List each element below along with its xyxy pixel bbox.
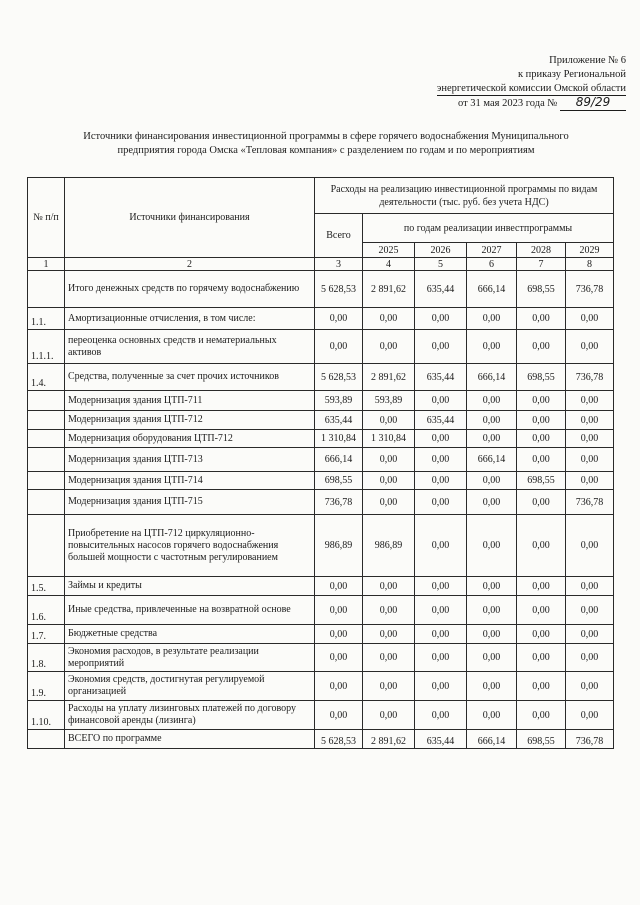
row-year-value: 0,00: [467, 472, 517, 490]
row-number: 1.1.1.: [28, 330, 65, 364]
row-year-value: 0,00: [467, 430, 517, 448]
row-total-value: 0,00: [315, 596, 363, 625]
column-header-expenses: Расходы на реализацию инвестиционной программы по видам деятельности (тыс. руб. без учета НДС): [315, 178, 614, 214]
row-source-name: Итого денежных средств по горячему водоснабжению: [65, 271, 315, 308]
column-index: 1: [28, 258, 65, 271]
row-year-value: 736,78: [566, 271, 614, 308]
row-year-value: 0,00: [363, 644, 415, 672]
row-total-value: 5 628,53: [315, 271, 363, 308]
order-date-line: [366, 96, 626, 111]
row-year-value: 666,14: [467, 271, 517, 308]
row-year-value: 0,00: [517, 625, 566, 644]
row-year-value: 635,44: [415, 730, 467, 749]
row-year-value: 0,00: [517, 644, 566, 672]
row-number: [28, 411, 65, 430]
row-total-value: 0,00: [315, 330, 363, 364]
row-year-value: 0,00: [363, 577, 415, 596]
row-year-value: 0,00: [363, 701, 415, 730]
row-number: [28, 391, 65, 411]
row-source-name: Экономия средств, достигнутая регулируемой организацией: [65, 672, 315, 701]
row-year-value: 2 891,62: [363, 271, 415, 308]
row-year-value: 0,00: [566, 701, 614, 730]
row-number: 1.4.: [28, 364, 65, 391]
row-total-value: 0,00: [315, 625, 363, 644]
row-year-value: 0,00: [467, 672, 517, 701]
table-row: [28, 364, 614, 391]
row-year-value: 0,00: [415, 391, 467, 411]
table-row: [28, 625, 614, 644]
row-total-value: 635,44: [315, 411, 363, 430]
column-index: 7: [517, 258, 566, 271]
row-source-name: Средства, полученные за счет прочих источников: [65, 364, 315, 391]
table-row: [28, 391, 614, 411]
row-year-value: 0,00: [415, 448, 467, 472]
column-index: 6: [467, 258, 517, 271]
row-year-value: 0,00: [566, 411, 614, 430]
row-total-value: 698,55: [315, 472, 363, 490]
row-year-value: 0,00: [517, 330, 566, 364]
row-year-value: 593,89: [363, 391, 415, 411]
row-year-value: 0,00: [566, 577, 614, 596]
row-year-value: 0,00: [467, 515, 517, 577]
row-year-value: 0,00: [415, 472, 467, 490]
column-header-number: № п/п: [28, 178, 65, 258]
column-index: 5: [415, 258, 467, 271]
appendix-header: [366, 54, 626, 111]
row-total-value: 0,00: [315, 672, 363, 701]
row-year-value: 0,00: [415, 644, 467, 672]
row-year-value: 635,44: [415, 271, 467, 308]
row-source-name: Модернизация здания ЦТП-715: [65, 490, 315, 515]
commission-name: [366, 82, 626, 97]
row-source-name: Приобретение на ЦТП-712 циркуляционно-повысительных насосов горячего водоснабжения большей мощности с частотным регулированием: [65, 515, 315, 577]
column-index: 4: [363, 258, 415, 271]
row-year-value: 0,00: [467, 625, 517, 644]
row-total-value: 666,14: [315, 448, 363, 472]
row-year-value: 0,00: [566, 672, 614, 701]
row-source-name: Модернизация оборудования ЦТП-712: [65, 430, 315, 448]
document-title: [36, 130, 616, 158]
row-source-name: переоценка основных средств и нематериальных активов: [65, 330, 315, 364]
column-header-years: по годам реализации инвестпрограммы: [363, 214, 614, 243]
row-year-value: 2 891,62: [363, 364, 415, 391]
row-year-value: 0,00: [415, 701, 467, 730]
column-index: 3: [315, 258, 363, 271]
row-number: 1.1.: [28, 308, 65, 330]
row-year-value: 0,00: [467, 308, 517, 330]
table-row: [28, 308, 614, 330]
table-row: [28, 730, 614, 749]
year-header: 2027: [467, 243, 517, 258]
row-year-value: 666,14: [467, 364, 517, 391]
row-total-value: 0,00: [315, 644, 363, 672]
row-year-value: 0,00: [363, 330, 415, 364]
row-number: 1.5.: [28, 577, 65, 596]
row-number: [28, 730, 65, 749]
row-total-value: 5 628,53: [315, 364, 363, 391]
row-year-value: 736,78: [566, 364, 614, 391]
table-row: [28, 596, 614, 625]
table-row: [28, 701, 614, 730]
row-year-value: 666,14: [467, 448, 517, 472]
row-year-value: 666,14: [467, 730, 517, 749]
row-year-value: 0,00: [467, 701, 517, 730]
row-year-value: 0,00: [566, 644, 614, 672]
table-row: [28, 672, 614, 701]
row-number: [28, 490, 65, 515]
row-year-value: 0,00: [363, 596, 415, 625]
row-year-value: 0,00: [467, 330, 517, 364]
column-index: 8: [566, 258, 614, 271]
row-source-name: ВСЕГО по программе: [65, 730, 315, 749]
row-number: 1.7.: [28, 625, 65, 644]
row-year-value: 0,00: [517, 701, 566, 730]
row-total-value: 0,00: [315, 701, 363, 730]
row-year-value: 0,00: [415, 625, 467, 644]
row-year-value: 0,00: [415, 308, 467, 330]
row-year-value: 0,00: [517, 596, 566, 625]
table-row: [28, 490, 614, 515]
row-number: 1.6.: [28, 596, 65, 625]
row-year-value: 0,00: [517, 391, 566, 411]
year-header: 2025: [363, 243, 415, 258]
row-year-value: 698,55: [517, 730, 566, 749]
row-year-value: 0,00: [517, 490, 566, 515]
row-year-value: 0,00: [363, 308, 415, 330]
title-line-2: предприятия города Омска «Тепловая компания» с разделением по годам и по мероприятиям: [117, 145, 535, 156]
appendix-label: Приложение № 6: [549, 55, 626, 66]
table-row: [28, 330, 614, 364]
row-year-value: 0,00: [467, 391, 517, 411]
row-year-value: 0,00: [415, 330, 467, 364]
row-total-value: 593,89: [315, 391, 363, 411]
year-header: 2029: [566, 243, 614, 258]
row-year-value: 0,00: [566, 448, 614, 472]
row-total-value: 0,00: [315, 308, 363, 330]
row-year-value: 0,00: [566, 515, 614, 577]
row-year-value: 0,00: [363, 625, 415, 644]
row-source-name: Модернизация здания ЦТП-713: [65, 448, 315, 472]
row-year-value: 698,55: [517, 271, 566, 308]
row-year-value: 0,00: [517, 577, 566, 596]
commission-name-text: энергетической комиссии Омской области: [437, 82, 626, 97]
row-source-name: Модернизация здания ЦТП-711: [65, 391, 315, 411]
column-header-source: Источники финансирования: [65, 178, 315, 258]
row-total-value: 5 628,53: [315, 730, 363, 749]
table-row: [28, 271, 614, 308]
table-row: [28, 515, 614, 577]
row-year-value: 0,00: [517, 448, 566, 472]
row-total-value: 1 310,84: [315, 430, 363, 448]
row-year-value: 2 891,62: [363, 730, 415, 749]
row-year-value: 0,00: [517, 430, 566, 448]
row-year-value: 986,89: [363, 515, 415, 577]
row-number: 1.8.: [28, 644, 65, 672]
row-year-value: 0,00: [566, 596, 614, 625]
row-source-name: Модернизация здания ЦТП-712: [65, 411, 315, 430]
row-year-value: 0,00: [363, 672, 415, 701]
row-total-value: 736,78: [315, 490, 363, 515]
row-year-value: 0,00: [415, 490, 467, 515]
row-year-value: 698,55: [517, 472, 566, 490]
row-year-value: 0,00: [363, 411, 415, 430]
column-header-total: Всего: [315, 214, 363, 258]
row-year-value: 0,00: [566, 472, 614, 490]
row-year-value: 0,00: [566, 330, 614, 364]
row-year-value: 0,00: [517, 308, 566, 330]
column-index: 2: [65, 258, 315, 271]
table-row: [28, 644, 614, 672]
row-year-value: 0,00: [415, 672, 467, 701]
year-header: 2028: [517, 243, 566, 258]
row-year-value: 0,00: [566, 391, 614, 411]
row-number: [28, 430, 65, 448]
table-row: [28, 577, 614, 596]
row-year-value: 736,78: [566, 490, 614, 515]
row-year-value: 635,44: [415, 364, 467, 391]
row-number: 1.10.: [28, 701, 65, 730]
order-reference: к приказу Региональной: [517, 68, 626, 80]
row-number: 1.9.: [28, 672, 65, 701]
table-row: [28, 430, 614, 448]
row-source-name: Экономия расходов, в результате реализации мероприятий: [65, 644, 315, 672]
row-year-value: 0,00: [566, 308, 614, 330]
row-year-value: 1 310,84: [363, 430, 415, 448]
row-number: [28, 271, 65, 308]
row-year-value: 698,55: [517, 364, 566, 391]
row-year-value: 0,00: [517, 515, 566, 577]
row-year-value: 635,44: [415, 411, 467, 430]
row-year-value: 0,00: [415, 430, 467, 448]
row-year-value: 0,00: [415, 577, 467, 596]
table-row: [28, 448, 614, 472]
row-year-value: 0,00: [517, 411, 566, 430]
row-total-value: 986,89: [315, 515, 363, 577]
row-year-value: 0,00: [517, 672, 566, 701]
order-number: 89/29: [560, 96, 626, 111]
order-date: от 31 мая 2023 года №: [457, 98, 558, 110]
row-year-value: 0,00: [467, 411, 517, 430]
title-line-1: Источники финансирования инвестиционной программы в сфере горячего водоснабжения Муниципального: [83, 131, 569, 142]
row-total-value: 0,00: [315, 577, 363, 596]
table-row: [28, 472, 614, 490]
row-source-name: Модернизация здания ЦТП-714: [65, 472, 315, 490]
row-source-name: Амортизационные отчисления, в том числе:: [65, 308, 315, 330]
row-year-value: 0,00: [363, 490, 415, 515]
row-number: [28, 448, 65, 472]
row-source-name: Бюджетные средства: [65, 625, 315, 644]
row-source-name: Расходы на уплату лизинговых платежей по договору финансовой аренды (лизинга): [65, 701, 315, 730]
row-year-value: 0,00: [467, 644, 517, 672]
year-header: 2026: [415, 243, 467, 258]
row-source-name: Займы и кредиты: [65, 577, 315, 596]
row-number: [28, 515, 65, 577]
row-year-value: 0,00: [415, 515, 467, 577]
row-source-name: Иные средства, привлеченные на возвратной основе: [65, 596, 315, 625]
row-year-value: 0,00: [566, 625, 614, 644]
row-year-value: 0,00: [415, 596, 467, 625]
financing-table: [27, 177, 614, 749]
row-year-value: 0,00: [467, 490, 517, 515]
table-row: [28, 411, 614, 430]
row-year-value: 0,00: [467, 577, 517, 596]
row-year-value: 0,00: [363, 448, 415, 472]
row-number: [28, 472, 65, 490]
row-year-value: 0,00: [566, 430, 614, 448]
row-year-value: 736,78: [566, 730, 614, 749]
row-year-value: 0,00: [467, 596, 517, 625]
row-year-value: 0,00: [363, 472, 415, 490]
